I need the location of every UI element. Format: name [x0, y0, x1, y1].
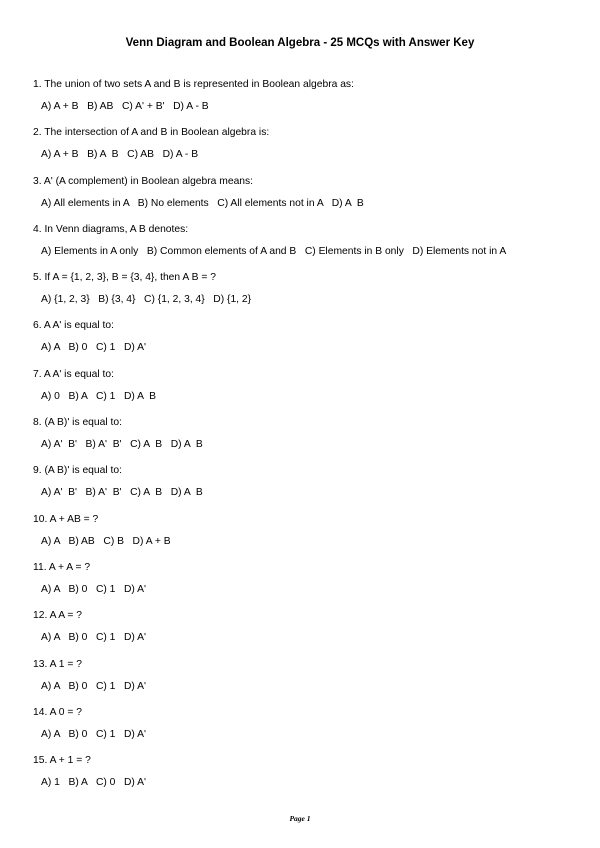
question-options: A) A' B' B) A' B' C) A B D) A B: [41, 487, 203, 499]
question-item: [33, 754, 573, 802]
page-number: Page 1: [289, 814, 311, 823]
question-text: 3. A' (A complement) in Boolean algebra means:: [33, 175, 254, 187]
question-text: 4. In Venn diagrams, A B denotes:: [33, 223, 189, 235]
question-options: A) 1 B) A C) 0 D) A': [41, 777, 146, 789]
question-text: 7. A A' is equal to:: [33, 368, 114, 380]
question-item: [33, 126, 573, 174]
question-item: [33, 658, 573, 706]
question-options: A) A B) 0 C) 1 D) A': [41, 728, 146, 740]
question-text: 10. A + AB = ?: [33, 513, 99, 525]
question-item: [33, 319, 573, 367]
question-text: 6. A A' is equal to:: [33, 320, 114, 332]
question-options: A) A B) 0 C) 1 D) A': [41, 680, 146, 692]
question-text: 15. A + 1 = ?: [33, 755, 91, 767]
question-options: A) A B) 0 C) 1 D) A': [41, 583, 146, 595]
question-text: 1. The union of two sets A and B is represented in Boolean algebra as:: [33, 79, 354, 90]
question-text: 5. If A = {1, 2, 3}, B = {3, 4}, then A B = ?: [33, 272, 216, 284]
question-item: [33, 271, 573, 319]
question-text: 12. A A = ?: [33, 610, 82, 622]
question-item: [33, 706, 573, 754]
question-text: 11. A + A = ?: [33, 561, 91, 573]
question-text: 8. (A B)' is equal to:: [33, 417, 122, 429]
question-item: [33, 464, 573, 512]
question-list: [33, 78, 573, 802]
question-options: A) A B) AB C) B D) A + B: [41, 535, 171, 547]
question-item: [33, 78, 573, 126]
question-item: [33, 416, 573, 464]
question-options: A) A + B B) A B C) AB D) A - B: [41, 149, 199, 161]
question-text: 9. (A B)' is equal to:: [33, 465, 122, 477]
question-item: [33, 561, 573, 609]
question-item: [33, 175, 573, 223]
question-item: [33, 609, 573, 657]
question-item: [33, 513, 573, 561]
question-text: 14. A 0 = ?: [33, 706, 82, 718]
question-options: A) A' B' B) A' B' C) A B D) A B: [41, 439, 203, 451]
question-text: 13. A 1 = ?: [33, 658, 82, 670]
question-options: A) A B) 0 C) 1 D) A': [41, 632, 146, 644]
question-options: A) All elements in A B) No elements C) All elements not in A D) A B: [41, 197, 364, 209]
question-item: [33, 223, 573, 271]
question-options: A) {1, 2, 3} B) {3, 4} C) {1, 2, 3, 4} D) {1, 2}: [41, 294, 252, 306]
question-options: A) Elements in A only B) Common elements of A and B C) Elements in B only D) Elements not in A: [41, 245, 507, 257]
document-title: Venn Diagram and Boolean Algebra - 25 MCQs with Answer Key: [125, 37, 475, 49]
question-text: 2. The intersection of A and B in Boolean algebra is:: [33, 127, 270, 139]
question-item: [33, 368, 573, 416]
question-options: A) 0 B) A C) 1 D) A B: [41, 390, 157, 402]
question-options: A) A + B B) AB C) A' + B' D) A - B: [41, 101, 209, 112]
question-options: A) A B) 0 C) 1 D) A': [41, 342, 146, 354]
